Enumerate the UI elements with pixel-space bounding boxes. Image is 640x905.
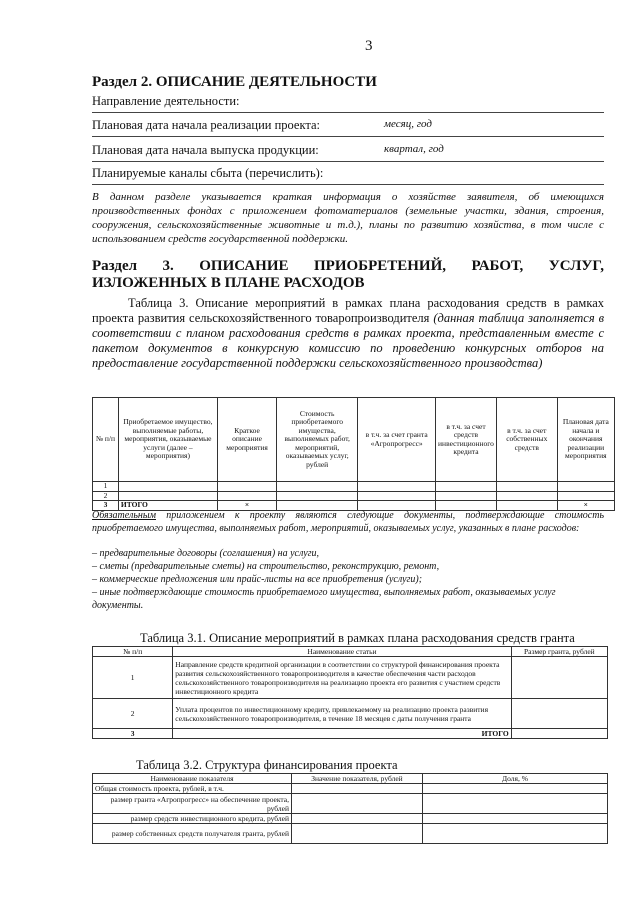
th-credit: в т.ч. за счет средств инвестиционного кредита <box>436 398 497 482</box>
th-desc: Краткое описание мероприятия <box>218 398 277 482</box>
bullet-item: – иные подтверждающие стоимость приобретаемого имущества, выполняемых работ, оказываемых услуг документы. <box>92 587 556 611</box>
intro-normal: Таблица 3. Описание мероприятий в рамках плана расходования средств в рамках проекта развития сельскохозяйственного товаропроизводителя <box>92 296 604 325</box>
table32 <box>92 773 608 844</box>
row-label: Плановая дата начала реализации проекта: <box>92 118 321 132</box>
mandatory-underlined: Обязательным <box>92 510 156 521</box>
th-date: Плановая дата начала и окончания реализации мероприятия <box>557 398 614 482</box>
th-num: № п/п <box>93 398 119 482</box>
th-value: Значение показателя, рублей <box>292 774 423 784</box>
th-share: Доля, % <box>423 774 608 784</box>
cell-num: 1 <box>93 482 119 492</box>
bullet-item: – сметы (предварительные сметы) на строительство, реконструкцию, ремонт, <box>92 561 440 572</box>
th-amount: Размер гранта, рублей <box>511 647 607 657</box>
cell-date: × <box>557 501 614 511</box>
table-row <box>93 814 608 824</box>
table-header-row <box>93 398 615 482</box>
table31-caption: Таблица 3.1. Описание мероприятий в рамках плана расходования средств гранта <box>140 631 575 645</box>
table-row <box>93 794 608 814</box>
row-value: квартал, год <box>384 143 444 155</box>
row-label: Направление деятельности: <box>92 94 240 108</box>
th-indicator: Наименование показателя <box>93 774 292 784</box>
th-num: № п/п <box>93 647 173 657</box>
table-row <box>93 491 615 501</box>
section2-title: Раздел 2. ОПИСАНИЕ ДЕЯТЕЛЬНОСТИ <box>92 74 377 90</box>
table3-intro <box>92 296 604 371</box>
table32-caption: Таблица 3.2. Структура финансирования проекта <box>136 758 398 772</box>
section3-title-line2: ИЗЛОЖЕННЫХ В ПЛАНЕ РАСХОДОВ <box>92 275 365 291</box>
table-header-row <box>93 774 608 784</box>
table31 <box>92 646 608 739</box>
row-value: месяц, год <box>384 118 432 130</box>
row-label: Планируемые каналы сбыта (перечислить): <box>92 166 324 180</box>
cell-indicator: размер средств инвестиционного кредита, рублей <box>93 814 292 824</box>
table-row <box>93 699 608 729</box>
cell-desc: × <box>218 501 277 511</box>
cell-text: Уплата процентов по инвестиционному кредиту, привлекаемому на реализацию проекта развития сельскохозяйственного товаропроизводителя, в течение 18 месяцев с даты получения гранта <box>173 699 511 729</box>
cell-indicator: размер гранта «Агропрогресс» на обеспечение проекта, рублей <box>93 794 292 814</box>
table-header-row <box>93 647 608 657</box>
cell-num: 2 <box>93 699 173 729</box>
section2-row <box>92 118 604 137</box>
section2-row <box>92 143 604 162</box>
bullet-item: – предварительные договоры (соглашения) на услуги, <box>92 548 320 559</box>
cell-name <box>118 482 217 492</box>
cell-indicator: размер собственных средств получателя гранта, рублей <box>93 824 292 844</box>
table-row <box>93 824 608 844</box>
cell-text: Направление средств кредитной организации в соответствии со структурой финансирования проекта развития сельскохозяйственного товаропроизводителя в качестве обеспечения части расходов сельскохозяйственного товаропроизводителя на реализацию проекта его развития с участием средств инвестиционного кредита <box>173 657 511 699</box>
th-own: в т.ч. за счет собственных средств <box>496 398 557 482</box>
section2-note: В данном разделе указывается краткая информация о хозяйстве заявителя, об имеющихся производственных фондах с приложением фотоматериалов (земельные участки, здания, строения, сооружения, сельскохозяйственные животные и т.д.), планы по развитию хозяйства, в том числе с использованием средств государственной поддержки. <box>92 191 604 245</box>
mandatory-text: приложением к проекту являются следующие документы, подтверждающие стоимость приобретаемого имущества, выполняемых работ, мероприятий, оказываемых услуг, указанных в плане расходов: <box>92 510 604 534</box>
bullet-item: – коммерческие предложения или прайс-листы на все приобретения (услуги); <box>92 574 423 585</box>
table3 <box>92 397 615 511</box>
th-cost: Стоимость приобретаемого имущества, выполняемых работ, мероприятий, оказываемых услуг, рублей <box>277 398 358 482</box>
cell-desc <box>218 482 277 492</box>
table-row-total <box>93 729 608 739</box>
table-row <box>93 657 608 699</box>
th-grant: в т.ч. за счет гранта «Агропрогресс» <box>358 398 436 482</box>
table-row-total <box>93 501 615 511</box>
cell-num: 2 <box>93 491 119 501</box>
cell-num: 3 <box>93 501 119 511</box>
section3-title-line1: Раздел 3. ОПИСАНИЕ ПРИОБРЕТЕНИЙ, РАБОТ, УСЛУГ, <box>92 258 604 274</box>
row-label: Плановая дата начала выпуска продукции: <box>92 143 319 157</box>
table-row <box>93 784 608 794</box>
cell-num: 1 <box>93 657 173 699</box>
th-item: Приобретаемое имущество, выполняемые работы, мероприятия, оказываемые услуги (далее – мероприятия) <box>118 398 217 482</box>
cell-name: ИТОГО <box>118 501 217 511</box>
intro-italic: (данная таблица заполняется в соответствии с планом расходования средств в рамках проекта, представленным вместе с пакетом документов в конкурсную комиссию по проведению конкурсных отборов на предоставление государственной поддержки сельскохозяйственного производства) <box>92 311 604 370</box>
section2-row <box>92 94 604 113</box>
page-number: 3 <box>365 38 373 54</box>
mandatory-note <box>92 510 604 535</box>
cell-num: 3 <box>93 729 173 739</box>
cell-indicator: Общая стоимость проекта, рублей, в т.ч. <box>93 784 292 794</box>
cell-text: ИТОГО <box>173 729 511 739</box>
table-row <box>93 482 615 492</box>
th-name: Наименование статьи <box>173 647 511 657</box>
cell-date <box>557 482 614 492</box>
section2-row <box>92 166 604 185</box>
